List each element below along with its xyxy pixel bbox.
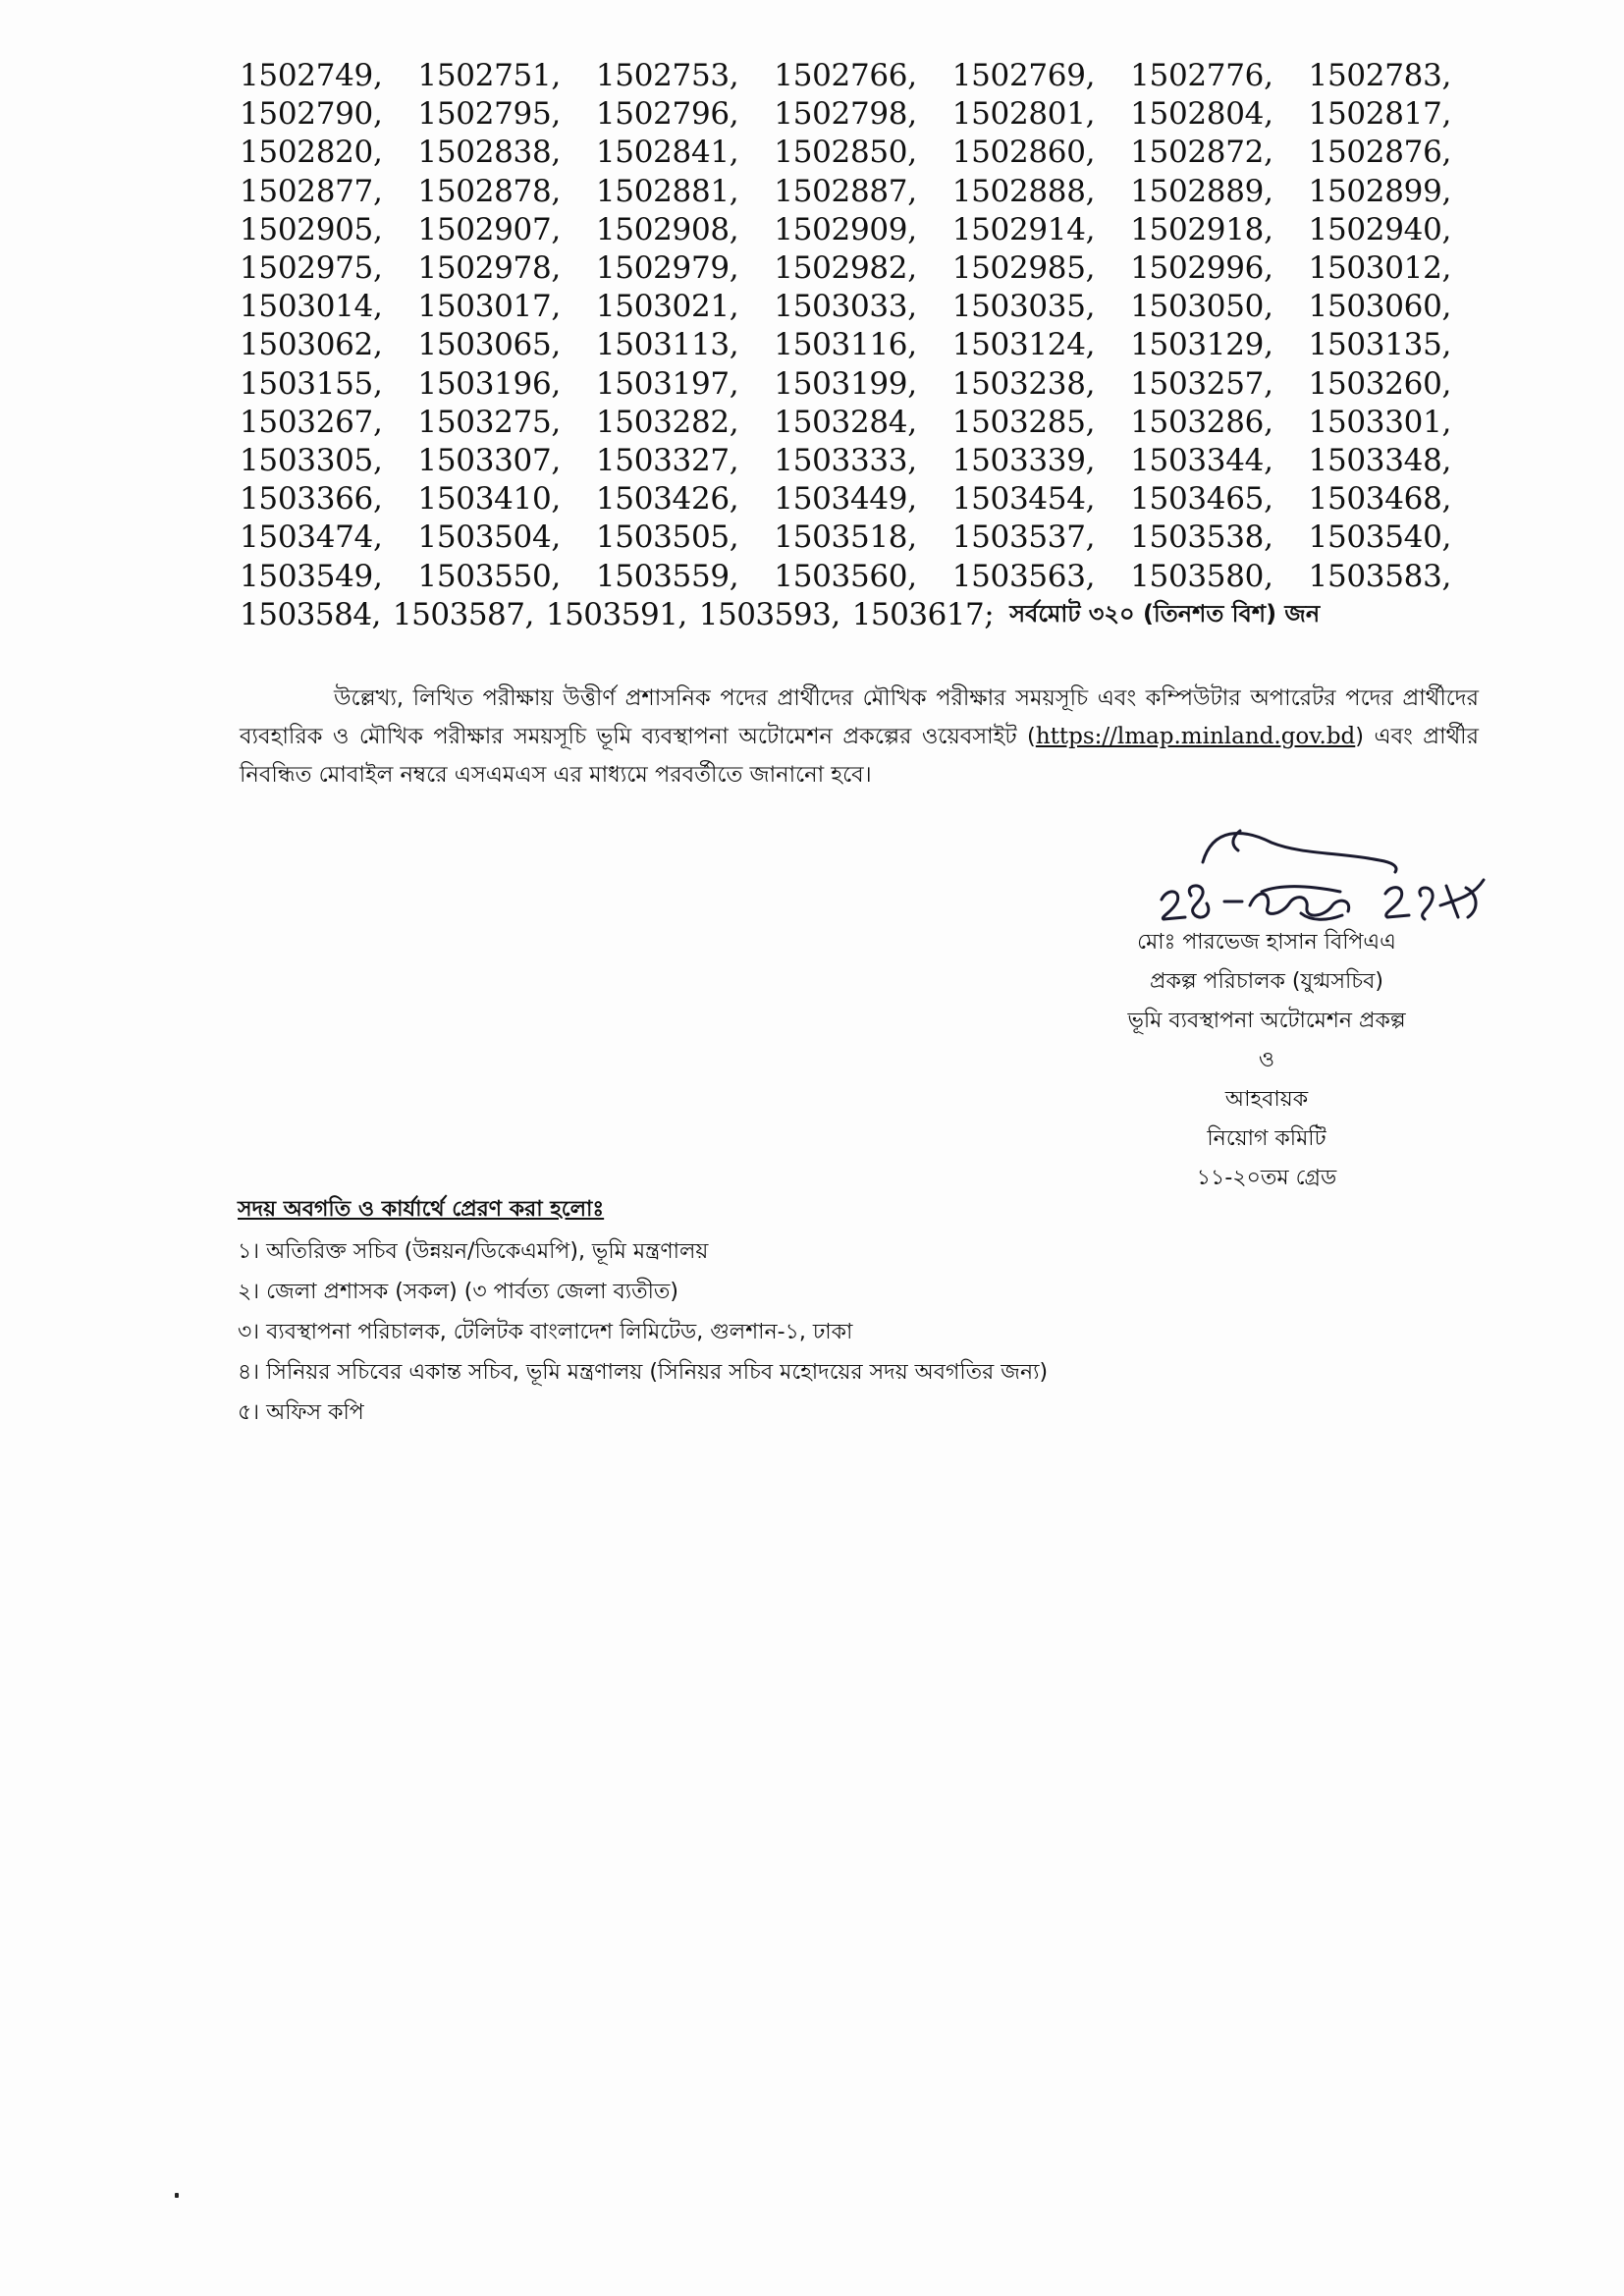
roll-number: 1503196, <box>417 365 561 402</box>
roll-number: 1503617; <box>851 597 995 633</box>
distribution-item: ৪। সিনিয়র সচিবের একান্ত সচিব, ভূমি মন্ত্রণালয় (সিনিয়র সচিব মহোদয়ের সদয় অবগতির জন্য) <box>238 1360 1049 1385</box>
roll-number: 1502872, <box>1130 135 1273 171</box>
signatory-committee: নিয়োগ কমিটি <box>1207 1126 1326 1151</box>
distribution-title: সদয় অবগতি ও কার্যার্থে প্রেরণ করা হলোঃ <box>238 1197 605 1222</box>
roll-number: 1502918, <box>1130 211 1273 247</box>
roll-number: 1502817, <box>1308 96 1452 133</box>
roll-number: 1503549, <box>240 558 383 594</box>
roll-number: 1502889, <box>1130 173 1273 209</box>
roll-number: 1503505, <box>595 519 739 556</box>
roll-row <box>240 134 1487 172</box>
roll-number: 1503410, <box>417 481 561 518</box>
distribution-item: ৩। ব্যবস্থাপনা পরিচালক, টেলিটক বাংলাদেশ লিমিটেড, গুলশান-১, ঢাকা <box>238 1320 853 1344</box>
roll-number: 1502877, <box>240 173 383 209</box>
roll-row <box>240 173 1487 211</box>
roll-number: 1503033, <box>774 289 917 325</box>
roll-number: 1503518, <box>774 519 917 556</box>
roll-last-row <box>240 596 1487 635</box>
roll-number: 1503333, <box>774 442 917 478</box>
roll-number: 1502804, <box>1130 96 1273 133</box>
roll-number: 1503504, <box>417 519 561 556</box>
total-count: সর্বমোট ৩২০ (তিনশত বিশ) জন <box>1009 599 1321 628</box>
roll-number: 1503286, <box>1130 404 1273 440</box>
roll-number: 1503426, <box>595 481 739 518</box>
roll-number: 1502749, <box>240 58 383 94</box>
roll-number: 1502979, <box>595 250 739 287</box>
roll-row <box>240 95 1487 134</box>
roll-number: 1503583, <box>1308 558 1452 594</box>
roll-number: 1502907, <box>417 211 561 247</box>
roll-number: 1503474, <box>240 519 383 556</box>
roll-number: 1503468, <box>1308 481 1452 518</box>
roll-number: 1503540, <box>1308 519 1452 556</box>
handwritten-signature <box>1134 823 1497 931</box>
roll-number: 1502978, <box>417 250 561 287</box>
roll-number: 1503155, <box>240 365 383 402</box>
distribution-item: ১। অতিরিক্ত সচিব (উন্নয়ন/ডিকেএমপি), ভূমি মন্ত্রণালয় <box>238 1239 709 1264</box>
roll-number: 1502796, <box>595 96 739 133</box>
roll-number: 1503238, <box>951 365 1096 402</box>
roll-number: 1503124, <box>951 327 1096 363</box>
roll-number: 1503550, <box>417 558 561 594</box>
roll-number: 1503014, <box>240 289 383 325</box>
roll-number: 1503065, <box>417 327 561 363</box>
roll-number: 1502753, <box>595 58 739 94</box>
roll-number: 1503116, <box>774 327 917 363</box>
roll-number: 1503563, <box>951 558 1096 594</box>
roll-number: 1502766, <box>774 58 917 94</box>
roll-number: 1503260, <box>1308 365 1452 402</box>
roll-number: 1502820, <box>240 135 383 171</box>
roll-number: 1502798, <box>774 96 917 133</box>
roll-number: 1503275, <box>417 404 561 440</box>
roll-number: 1503301, <box>1308 404 1452 440</box>
scan-speck <box>175 2193 179 2198</box>
distribution-list <box>238 1190 1318 1433</box>
roll-number: 1503560, <box>774 558 917 594</box>
signatory-grade: ১১-২০তম গ্রেড <box>1196 1166 1337 1190</box>
roll-number: 1502795, <box>417 96 561 133</box>
roll-row <box>240 557 1487 595</box>
roll-number: 1503060, <box>1308 289 1452 325</box>
roll-row <box>240 519 1487 557</box>
roll-number: 1502783, <box>1308 58 1452 94</box>
signatory-block <box>1051 923 1483 1198</box>
signatory-role: আহবায়ক <box>1224 1087 1309 1112</box>
roll-number: 1502909, <box>774 211 917 247</box>
roll-row <box>240 326 1487 364</box>
roll-number: 1502841, <box>595 135 739 171</box>
roll-number: 1503113, <box>595 327 739 363</box>
roll-number: 1503591, <box>545 597 687 633</box>
roll-number: 1502887, <box>774 173 917 209</box>
roll-row <box>240 288 1487 326</box>
roll-number: 1502838, <box>417 135 561 171</box>
roll-row <box>240 404 1487 442</box>
notice-text-before: উল্লেখ্য, লিখিত পরীক্ষায় উত্তীর্ণ প্রশাসনিক পদের প্রার্থীদের মৌখিক পরীক্ষার সময়সূচি এবং কম্পিউটার অপারেটর পদের প্রার্থীদের ব্যবহারিক ও মৌখিক পরীক্ষার সময়সূচি ভূমি ব্যবস্থাপনা অটোমেশন প্রকল্পের ওয়েবসাইট ( <box>240 685 1479 749</box>
signatory-name: মোঃ পারভেজ হাসান বিপিএএ <box>1137 930 1396 955</box>
roll-number: 1503035, <box>951 289 1096 325</box>
roll-number: 1503348, <box>1308 442 1452 478</box>
roll-number: 1503344, <box>1130 442 1273 478</box>
roll-number: 1502881, <box>595 173 739 209</box>
roll-number: 1503129, <box>1130 327 1273 363</box>
roll-number: 1502908, <box>595 211 739 247</box>
notice-paragraph <box>240 680 1479 794</box>
roll-number: 1503366, <box>240 481 383 518</box>
roll-number: 1502940, <box>1308 211 1452 247</box>
roll-rows <box>240 57 1487 596</box>
roll-number: 1503559, <box>595 558 739 594</box>
roll-number: 1503282, <box>595 404 739 440</box>
roll-row <box>240 211 1487 249</box>
roll-number: 1503538, <box>1130 519 1273 556</box>
website-link[interactable]: https://lmap.minland.gov.bd <box>1035 724 1356 749</box>
roll-number: 1503135, <box>1308 327 1452 363</box>
roll-number: 1503307, <box>417 442 561 478</box>
roll-row <box>240 57 1487 95</box>
roll-number: 1503284, <box>774 404 917 440</box>
roll-number: 1502801, <box>951 96 1096 133</box>
roll-number: 1503062, <box>240 327 383 363</box>
roll-number: 1502888, <box>951 173 1096 209</box>
roll-number: 1503197, <box>595 365 739 402</box>
roll-number: 1502769, <box>951 58 1096 94</box>
roll-row <box>240 365 1487 404</box>
roll-number: 1503199, <box>774 365 917 402</box>
roll-number: 1503537, <box>951 519 1096 556</box>
roll-number: 1502985, <box>951 250 1096 287</box>
roll-number: 1503327, <box>595 442 739 478</box>
roll-row <box>240 442 1487 480</box>
roll-number-list <box>240 57 1487 635</box>
roll-number: 1502751, <box>417 58 561 94</box>
roll-number: 1502776, <box>1130 58 1273 94</box>
roll-number: 1503267, <box>240 404 383 440</box>
roll-number: 1503305, <box>240 442 383 478</box>
roll-number: 1503339, <box>951 442 1096 478</box>
roll-number: 1502975, <box>240 250 383 287</box>
roll-row <box>240 480 1487 519</box>
roll-number: 1503465, <box>1130 481 1273 518</box>
roll-row <box>240 249 1487 288</box>
roll-number: 1503012, <box>1308 250 1452 287</box>
roll-number: 1502850, <box>774 135 917 171</box>
signatory-conjunction: ও <box>1258 1048 1275 1072</box>
roll-number: 1502899, <box>1308 173 1452 209</box>
roll-number: 1503285, <box>951 404 1096 440</box>
roll-number: 1503449, <box>774 481 917 518</box>
roll-number: 1502905, <box>240 211 383 247</box>
signatory-project: ভূমি ব্যবস্থাপনা অটোমেশন প্রকল্প <box>1127 1009 1406 1033</box>
roll-number: 1503587, <box>392 597 534 633</box>
roll-number: 1502876, <box>1308 135 1452 171</box>
roll-number: 1503580, <box>1130 558 1273 594</box>
roll-number: 1502982, <box>774 250 917 287</box>
distribution-item: ৫। অফিস কপি <box>238 1400 364 1425</box>
roll-number: 1503593, <box>698 597 840 633</box>
roll-number: 1503584, <box>240 597 381 633</box>
roll-number: 1503454, <box>951 481 1096 518</box>
roll-number: 1503257, <box>1130 365 1273 402</box>
roll-number: 1502914, <box>951 211 1096 247</box>
roll-number: 1503050, <box>1130 289 1273 325</box>
roll-number: 1502878, <box>417 173 561 209</box>
distribution-item: ২। জেলা প্রশাসক (সকল) (৩ পার্বত্য জেলা ব্যতীত) <box>238 1280 678 1304</box>
roll-number: 1502860, <box>951 135 1096 171</box>
roll-number: 1503021, <box>595 289 739 325</box>
signatory-designation: প্রকল্প পরিচালক (যুগ্মসচিব) <box>1150 969 1383 994</box>
roll-number: 1502996, <box>1130 250 1273 287</box>
roll-number: 1503017, <box>417 289 561 325</box>
notice-text-after: ) এবং প্রার্থীর নিবন্ধিত মোবাইল নম্বরে এসএমএস এর মাধ্যমে পরবর্তীতে জানানো হবে। <box>240 724 1479 788</box>
roll-number: 1502790, <box>240 96 383 133</box>
